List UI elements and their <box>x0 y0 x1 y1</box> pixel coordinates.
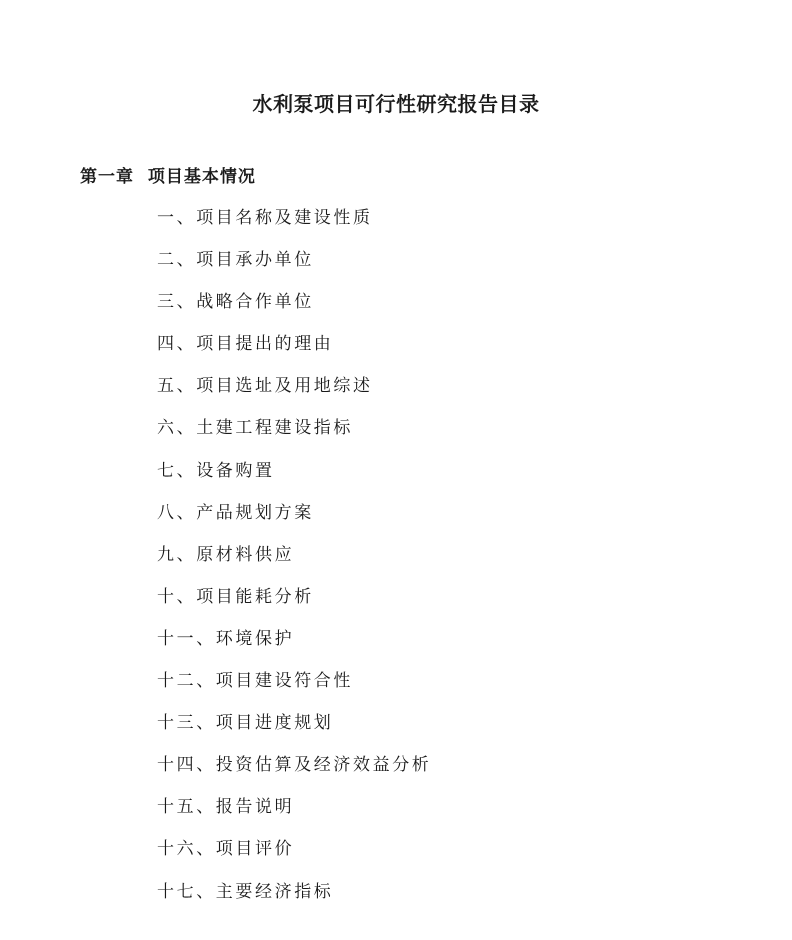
chapter-heading: 第一章 项目基本情况 <box>80 167 256 187</box>
toc-item: 九、原材料供应 <box>157 544 295 565</box>
toc-item: 四、项目提出的理由 <box>157 334 334 355</box>
toc-item: 八、产品规划方案 <box>157 502 314 523</box>
toc-item: 十五、报告说明 <box>157 797 295 818</box>
toc-item: 一、项目名称及建设性质 <box>157 208 373 228</box>
toc-item: 六、土建工程建设指标 <box>157 418 353 439</box>
toc-item: 十、项目能耗分析 <box>157 586 314 607</box>
toc-item: 十一、环境保护 <box>157 628 295 649</box>
toc-item: 十二、项目建设符合性 <box>157 671 353 692</box>
toc-item: 十四、投资估算及经济效益分析 <box>157 755 432 776</box>
toc-item: 十六、项目评价 <box>157 839 295 860</box>
toc-item: 二、项目承办单位 <box>157 250 314 271</box>
toc-item: 三、战略合作单位 <box>157 292 314 313</box>
toc-item: 十三、项目进度规划 <box>157 713 334 734</box>
toc-list <box>157 204 431 920</box>
document-title: 水利泵项目可行性研究报告目录 <box>252 92 540 116</box>
toc-item: 七、设备购置 <box>157 460 275 481</box>
toc-item: 十七、主要经济指标 <box>157 881 334 902</box>
toc-item: 五、项目选址及用地综述 <box>157 376 373 397</box>
